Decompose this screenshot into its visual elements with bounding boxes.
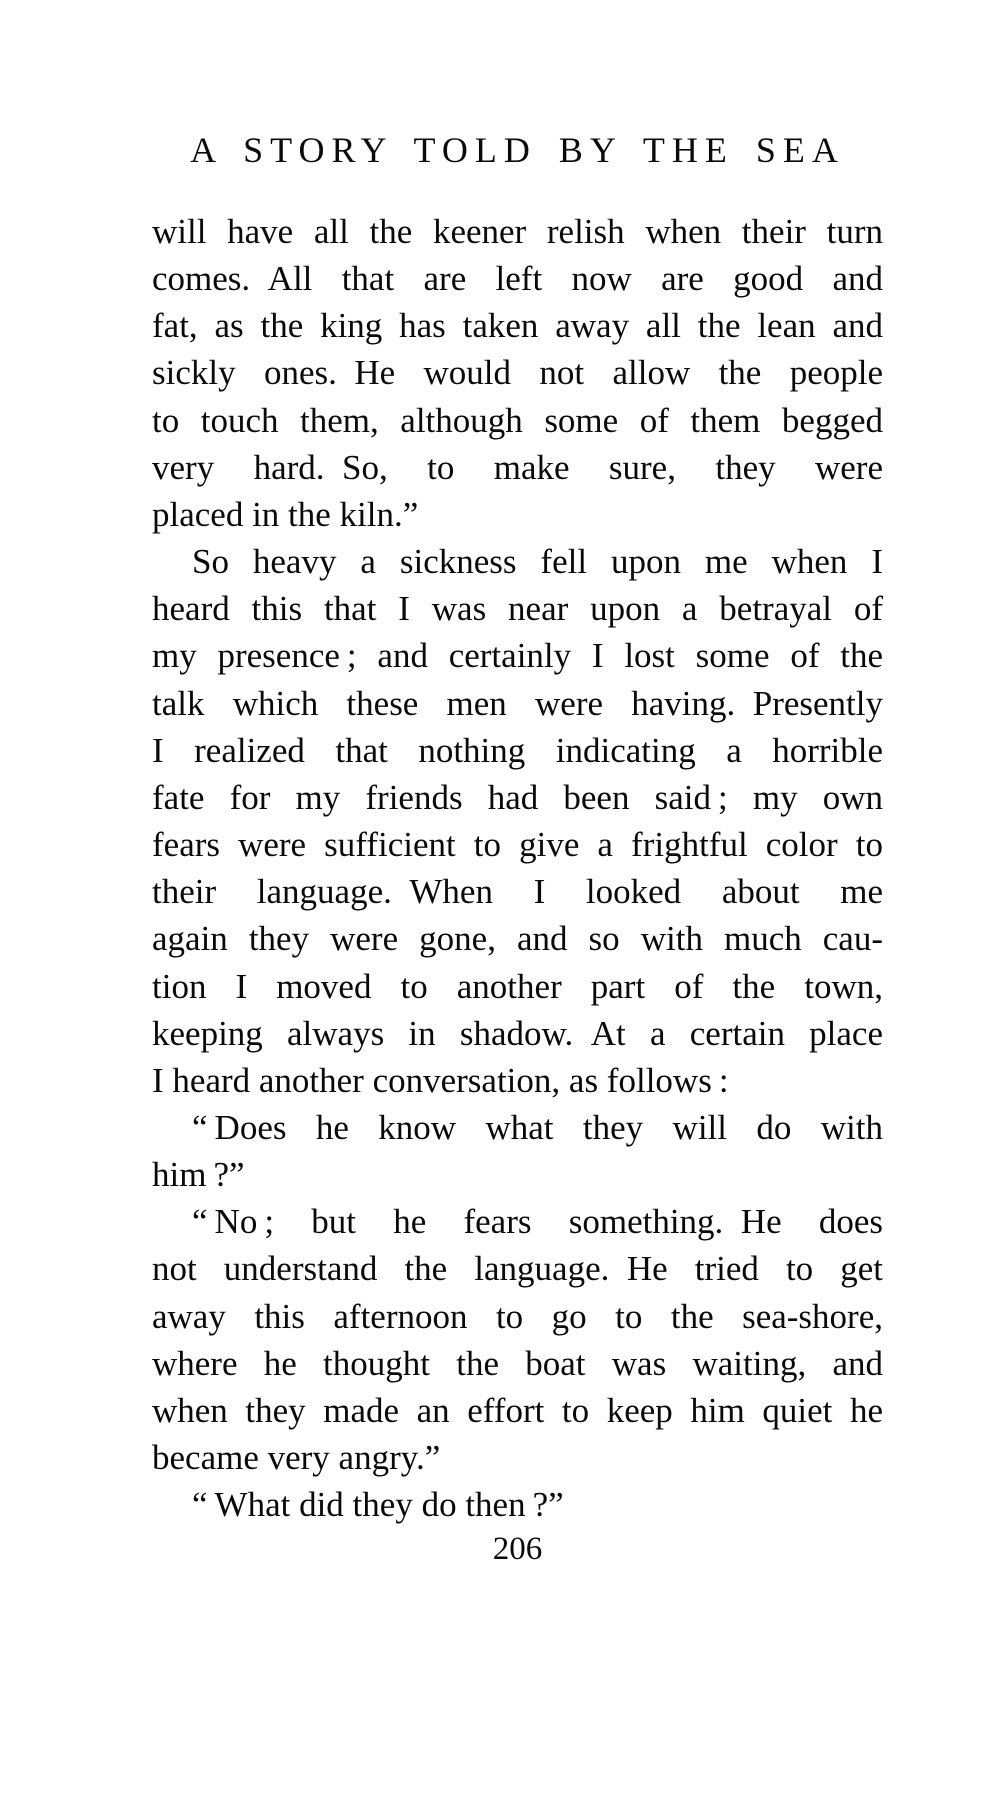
text-line: him ?” (152, 1155, 245, 1195)
text-line: placed in the kiln.” (152, 494, 419, 534)
paragraph (152, 1481, 883, 1528)
text-line: their language. When I looked about me (152, 872, 883, 912)
text-line: where he thought the boat was waiting, and (152, 1343, 883, 1383)
text-line: “ Does he know what they will do with (192, 1107, 883, 1147)
page-title: A STORY TOLD BY THE SEA (190, 130, 845, 170)
paragraph (152, 208, 883, 538)
text-line: keeping always in shadow. At a certain place (152, 1013, 883, 1053)
text-line: fate for my friends had been said ; my own (152, 777, 883, 817)
text-line: when they made an effort to keep him quiet he (152, 1390, 883, 1430)
text-line: I realized that nothing indicating a horrible (152, 730, 883, 770)
page-number: 206 (492, 1531, 543, 1567)
text-line: my presence ; and certainly I lost some of the (152, 636, 883, 676)
text-line: I heard another conversation, as follows : (152, 1060, 729, 1100)
text-line: became very angry.” (152, 1438, 441, 1478)
text-line: sickly ones. He would not allow the people (152, 353, 883, 393)
text-line: So heavy a sickness fell upon me when I (192, 542, 883, 582)
text-line: fears were sufficient to give a frightful color to (152, 825, 883, 865)
text-line: again they were gone, and so with much cau- (152, 919, 883, 959)
text-line: “ What did they do then ?” (192, 1485, 564, 1525)
text-line: not understand the language. He tried to get (152, 1249, 883, 1289)
paragraph (152, 1104, 883, 1198)
paragraph (152, 1198, 883, 1481)
text-line: fat, as the king has taken away all the lean and (152, 306, 883, 346)
text-line: will have all the keener relish when their turn (152, 212, 883, 251)
text-line: away this afternoon to go to the sea-shore, (152, 1296, 883, 1336)
text-line: “ No ; but he fears something. He does (192, 1202, 883, 1242)
text-line: very hard. So, to make sure, they were (152, 447, 883, 487)
paragraph (152, 538, 883, 1104)
text-line: tion I moved to another part of the town, (152, 966, 883, 1006)
text-line: talk which these men were having. Presently (152, 683, 883, 723)
text-block (152, 208, 883, 1528)
text-line: comes. All that are left now are good and (152, 259, 883, 299)
text-line: to touch them, although some of them begged (152, 400, 883, 440)
text-line: heard this that I was near upon a betrayal of (152, 589, 883, 629)
